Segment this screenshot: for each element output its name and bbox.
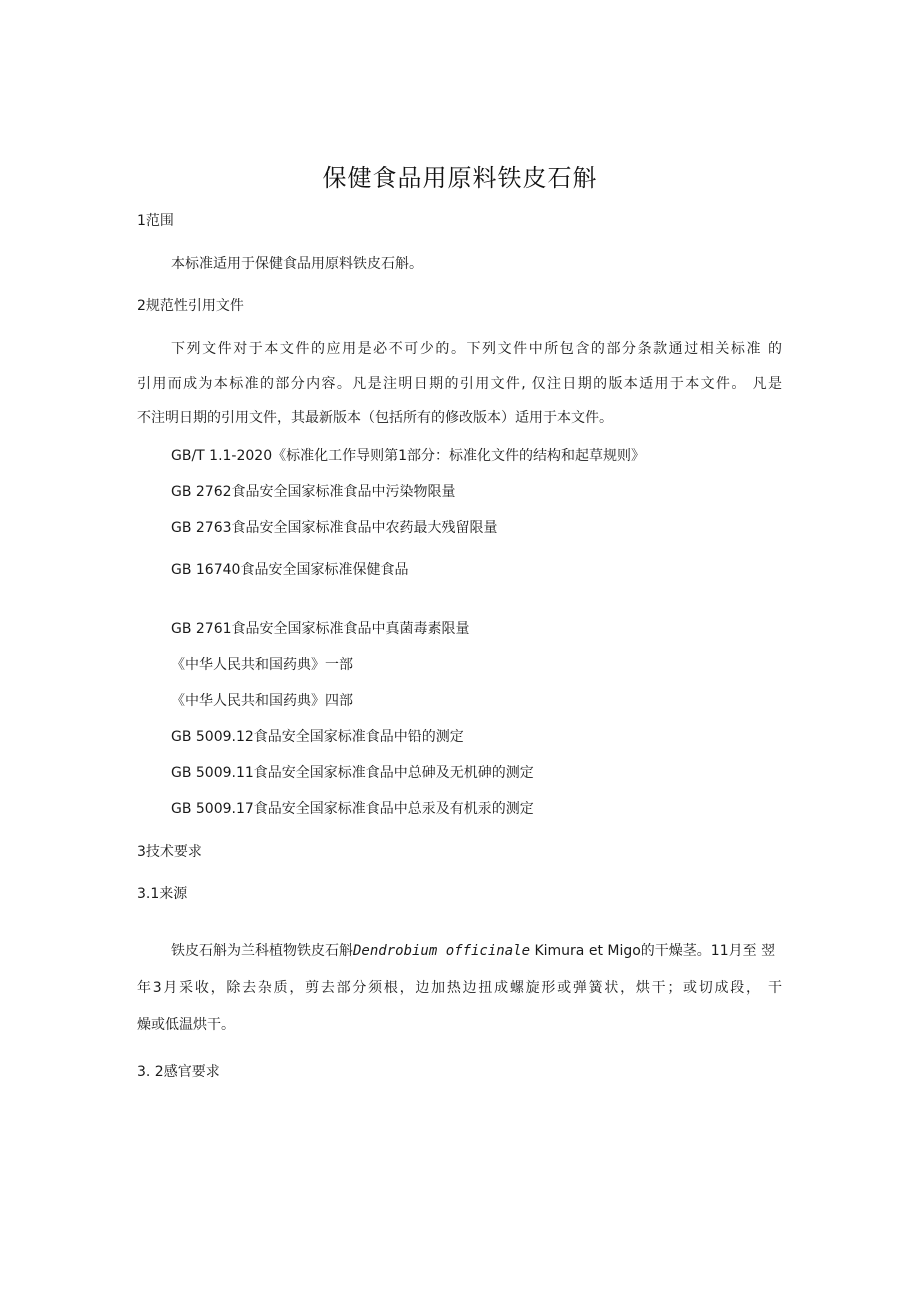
section-3-2-heading: 3. 2感官要求 <box>137 1064 220 1080</box>
reference-item: 《中华人民共和国药典》四部 <box>171 693 353 709</box>
section-2-paragraph-line-2: 引用而成为本标准的部分内容。凡是注明日期的引用文件, 仅注日期的版本适用于本文件。 凡是 <box>137 376 782 392</box>
section-1-heading: 1范围 <box>137 213 174 229</box>
document-title: 保健食品用原料铁皮石斛 <box>322 164 598 192</box>
section-1-text: 本标准适用于保健食品用原料铁皮石斛。 <box>171 256 423 272</box>
source-text-a: 铁皮石斛为兰科植物铁皮石斛 <box>171 943 353 959</box>
section-3-1-line-1 <box>171 942 775 960</box>
reference-item: GB 2762食品安全国家标准食品中污染物限量 <box>171 484 456 500</box>
latin-name: Dendrobium officinale <box>353 943 531 959</box>
reference-item: GB 5009.11食品安全国家标准食品中总砷及无机砷的测定 <box>171 765 534 781</box>
section-2-paragraph-line-3: 不注明日期的引用文件，其最新版本（包括所有的修改版本）适用于本文件。 <box>137 410 613 426</box>
reference-item: GB 5009.12食品安全国家标准食品中铅的测定 <box>171 729 464 745</box>
reference-item: GB 16740食品安全国家标准保健食品 <box>171 562 409 578</box>
source-text-b: Kimura et Migo的干燥茎。11月至 翌 <box>530 943 776 959</box>
reference-item: GB/T 1.1-2020《标准化工作导则第1部分：标准化文件的结构和起草规则》 <box>171 448 646 464</box>
reference-item: GB 2761食品安全国家标准食品中真菌毒素限量 <box>171 621 470 637</box>
section-3-1-line-2: 年3月采收，除去杂质，剪去部分须根，边加热边扭成螺旋形或弹簧状，烘干；或切成段， 干 <box>137 980 782 996</box>
section-3-1-line-3: 燥或低温烘干。 <box>137 1017 235 1033</box>
reference-item: GB 2763食品安全国家标准食品中农药最大残留限量 <box>171 520 498 536</box>
section-3-heading: 3技术要求 <box>137 844 202 860</box>
reference-item: GB 5009.17食品安全国家标准食品中总汞及有机汞的测定 <box>171 801 534 817</box>
section-2-heading: 2规范性引用文件 <box>137 298 244 314</box>
section-3-1-heading: 3.1来源 <box>137 886 188 902</box>
section-2-paragraph-line-1: 下列文件对于本文件的应用是必不可少的。下列文件中所包含的部分条款通过相关标准 的 <box>171 341 782 357</box>
reference-item: 《中华人民共和国药典》一部 <box>171 657 353 673</box>
